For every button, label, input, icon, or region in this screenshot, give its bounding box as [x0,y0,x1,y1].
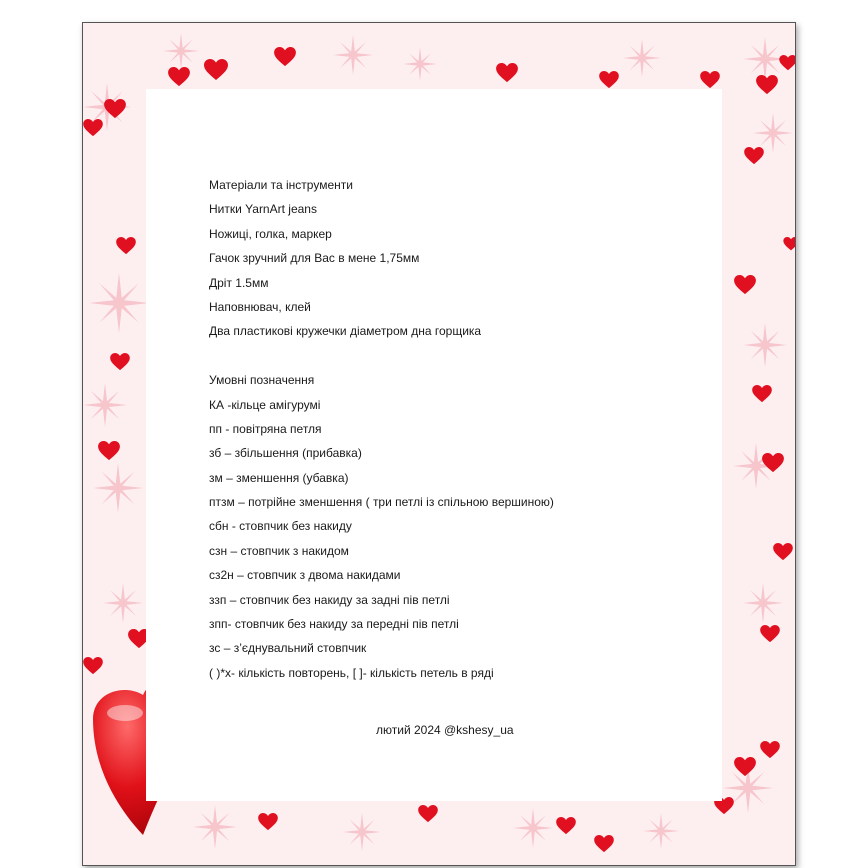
legend-item: зс – з’єднувальний стовпчик [209,641,367,656]
material-item: Нитки YarnArt jeans [209,202,317,217]
legend-item: КА -кільце амігурумі [209,397,321,412]
legend-item: пп - повітряна петля [209,421,322,436]
material-item: Гачок зручний для Вас в мене 1,75мм [209,251,420,266]
legend-item: зм – зменшення (убавка) [209,470,349,485]
material-item: Наповнювач, клей [209,299,311,314]
legend-heading: Умовні позначення [209,373,315,388]
material-item: Два пластикові кружечки діаметром дна горщика [209,324,482,339]
material-item: Дріт 1.5мм [209,275,269,290]
legend-item: зб – збільшення (прибавка) [209,446,362,461]
legend-item: сзн – стовпчик з накидом [209,543,349,558]
legend-item: ззп – стовпчик без накиду за задні пів петлі [209,592,450,607]
legend-item: сбн - стовпчик без накиду [209,519,352,534]
document-page [82,22,796,866]
pattern-notes [209,173,554,685]
materials-heading: Матеріали та інструменти [209,178,353,192]
legend-item: зпп- стовпчик без накиду за передні пів петлі [209,617,459,632]
signature: лютий 2024 @kshesy_ua [376,723,514,737]
material-item: Ножиці, голка, маркер [209,226,332,241]
legend-item: птзм – потрійне зменшення ( три петлі із спільною вершиною) [209,495,554,510]
legend-item: сз2н – стовпчик з двома накидами [209,568,401,583]
legend-item: ( )*х- кількість повторень, [ ]- кількість петель в ряді [209,665,494,680]
